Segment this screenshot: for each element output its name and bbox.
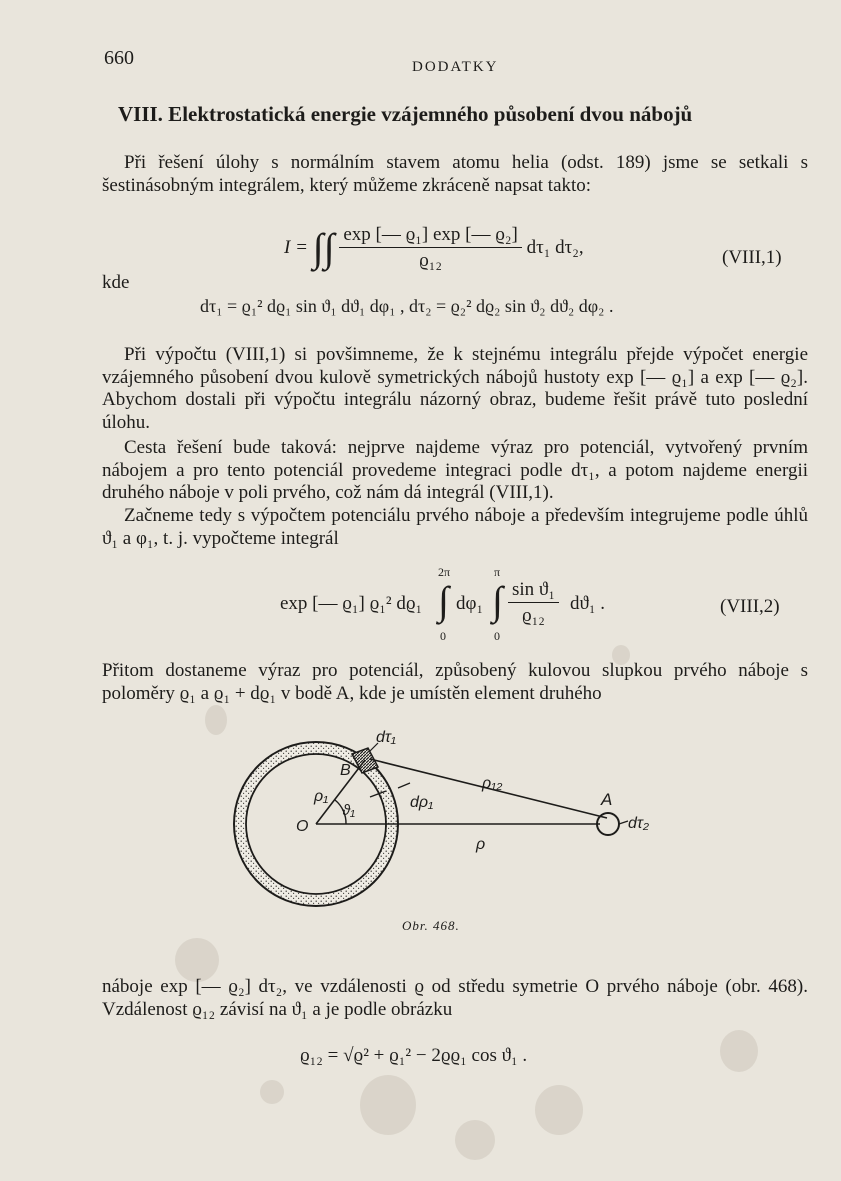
stain-mark [360,1075,416,1135]
label-rho1: ρ₁ [314,788,329,805]
paragraph: Začneme tedy s výpočtem potenciálu prvého náboje a především integrujeme podle úhlů ϑ₁ a φ₁, t. j. vypočteme integrál [102,505,808,549]
eq1-numerator: exp [— ϱ₁] exp [— ϱ₂] [339,224,522,248]
integral-sign: ∫ [492,578,503,623]
kde-label: kde [102,272,130,293]
equation-rho12: ϱ₁₂ = √ϱ² + ϱ₁² − 2ϱϱ₁ cos ϑ₁ . [300,1045,528,1066]
integral-upper-limit: π [494,565,501,579]
stain-mark [455,1120,495,1160]
eq2-denominator: ϱ₁₂ [522,605,545,626]
stain-mark [535,1085,583,1135]
paragraph: náboje exp [— ϱ₂] dτ₂, ve vzdálenosti ϱ od středu symetrie O prvého náboje (obr. 468). Vzdálenost ϱ₁₂ závisí na ϑ₁ a je podle obrázku [102,976,808,1020]
paragraph: Cesta řešení bude taková: nejprve najdeme výraz pro potenciál, vytvořený prvním nábojem a pro tento potenciál provedeme integraci podle dτ₁, a potom najdeme energii druhého náboje v poli prvého, což nám dá integrál (VIII,1). [102,437,808,503]
label-o: O [296,818,309,835]
integral-lower-limit: 0 [494,629,500,643]
label-rho12: ρ₁₂ [482,775,503,792]
integral-sign: ∫ [438,578,449,623]
eq2-prefix: exp [— ϱ₁] ϱ₁² dϱ₁ [280,593,423,614]
label-drho1: dρ₁ [410,794,434,811]
equation-viii-2 [280,565,620,643]
dtau2-pointer [619,821,628,824]
label-a: A [601,790,613,809]
integral-lower-limit: 0 [440,629,446,643]
eq1-tail: dτ₁ dτ₂, [526,237,584,258]
eq2-fraction [508,579,559,627]
figure-caption: Obr. 468. [402,918,460,933]
label-theta1: ϑ₁ [342,802,355,819]
stain-mark [720,1030,758,1072]
label-dtau2: dτ₂ [628,815,649,832]
equation-volume-elements: dτ₁ = ϱ₁² dϱ₁ sin ϑ₁ dϑ₁ dφ₁ , dτ₂ = ϱ₂² dϱ₂ sin ϑ₂ dϑ₂ dφ₂ . [200,296,614,316]
point-a-element [597,813,619,835]
eq2-tail: dϑ₁ . [570,593,606,614]
running-header: DODATKY [412,59,499,75]
equation-viii-1 [284,224,584,272]
integral-upper-limit: 2π [438,565,451,579]
drho-arrow [398,783,410,788]
label-b: B [340,762,351,779]
paragraph: Při výpočtu (VIII,1) si povšimneme, že k stejnému integrálu přejde výpočet energie vzájemného působení dvou kulově symetrických nábojů hustoty exp [— ϱ₁] a exp [— ϱ₂]. Abychom dostali při výpočtu integrálu názorný obraz, budeme řešit právě tuto poslední úlohu. [102,344,808,433]
eq1-fraction [339,224,522,272]
paragraph: Při řešení úlohy s normálním stavem atomu helia (odst. 189) jsme se setkali s šestinásobným integrálem, který můžeme zkráceně napsat takto: [102,152,808,196]
equation-label: (VIII,1) [722,247,782,268]
section-title: VIII. Elektrostatická energie vzájemného působení dvou nábojů [118,102,693,126]
eq1-denominator: ϱ₁₂ [419,250,443,271]
stain-mark [260,1080,284,1104]
eq2-mid: dφ₁ [456,593,484,614]
label-dtau1: dτ₁ [376,729,396,746]
paragraph: Přitom dostaneme výraz pro potenciál, způsobený kulovou slupkou prvého náboje s poloměry ϱ₁ a ϱ₁ + dϱ₁ v bodě A, kde je umístěn element druhého [102,660,808,704]
page-number: 660 [104,47,134,69]
eq1-lhs: I = [284,237,308,258]
label-rho: ρ [476,836,486,853]
eq2-numerator: sin ϑ₁ [508,579,559,603]
integral-sign: ∫∫ [312,225,335,270]
equation-label: (VIII,2) [720,596,780,617]
